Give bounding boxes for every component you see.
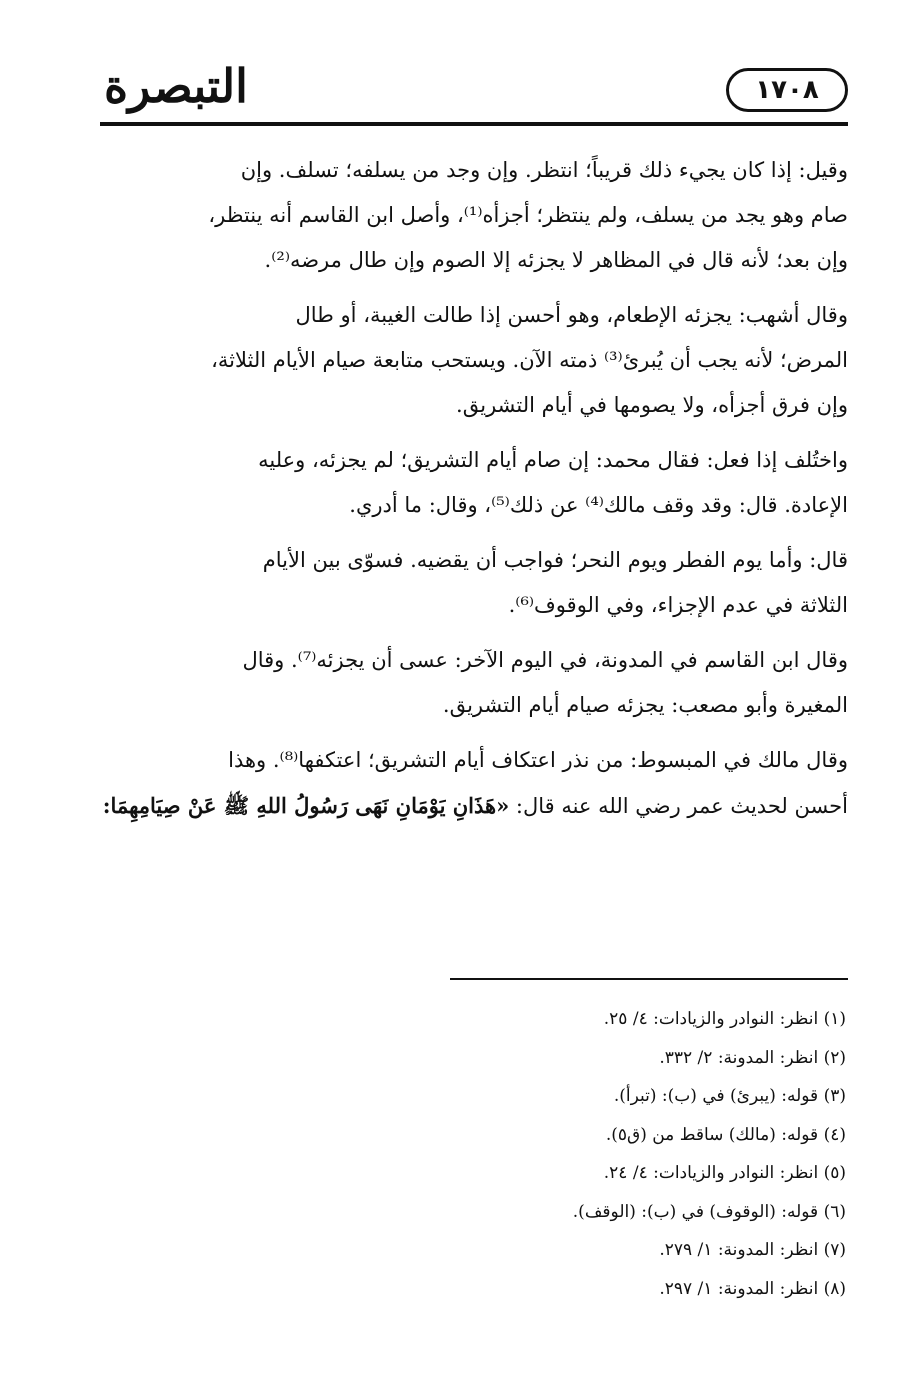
paragraph [100,148,848,283]
text-line: الثلاثة في عدم الإجزاء، وفي الوقوف⁽⁶⁾. [508,593,848,617]
hadith-quote: «هَذَانِ يَوْمَانِ نَهَى رَسُولُ اللهِ ﷺ عَنْ صِيَامِهِمَا: [102,793,510,818]
text-line-with-hadith [100,783,848,829]
text-line: وقال مالك في المبسوط: من نذر اعتكاف أيام التشريق؛ اعتكفها⁽⁸⁾. وهذا [228,748,848,772]
paragraph [100,638,848,728]
text-line: المغيرة وأبو مصعب: يجزئه صيام أيام التشريق. [442,693,848,717]
footnotes [346,1000,846,1308]
footnote-2: (٢) انظر: المدونة: ٢/ ٣٣٢. [659,1047,846,1068]
footnote-6: (٦) قوله: (الوقوف) في (ب): (الوقف). [572,1201,846,1222]
paragraph [100,293,848,428]
paragraph [100,738,848,829]
main-text [100,148,848,839]
text-line: صام وهو يجد من يسلف، ولم ينتظر؛ أجزأه⁽¹⁾، وأصل ابن القاسم أنه ينتظر، [208,203,848,227]
text-line: وقال أشهب: يجزئه الإطعام، وهو أحسن إذا طالت الغيبة، أو طال [295,303,848,327]
text-line: قال: وأما يوم الفطر ويوم النحر؛ فواجب أن يقضيه. فسوّى بين الأيام [262,548,848,572]
text-line: المرض؛ لأنه يجب أن يُبرئ⁽³⁾ ذمته الآن. ويستحب متابعة صيام الأيام الثلاثة، [211,348,848,372]
page-header [100,52,848,132]
footnote-7: (٧) انظر: المدونة: ١/ ٢٧٩. [659,1240,846,1260]
text-line: وإن فرق أجزأه، ولا يصومها في أيام التشريق. [456,393,848,417]
hadith-intro: أحسن لحديث عمر رضي الله عنه قال: [515,794,848,818]
footnote-8: (٨) انظر: المدونة: ١/ ٢٩٧. [659,1278,846,1299]
text-line: وقيل: إذا كان يجيء ذلك قريباً؛ انتظر. وإن وجد من يسلفه؛ تسلف. وإن [240,158,848,182]
text-line: وإن بعد؛ لأنه قال في المظاهر لا يجزئه إلا الصوم وإن طال مرضه⁽²⁾. [264,248,848,272]
paragraph [100,438,848,528]
text-line: الإعادة. قال: وقد وقف مالك⁽⁴⁾ عن ذلك⁽⁵⁾، وقال: ما أدري. [349,493,848,517]
footnote-4: (٤) قوله: (مالك) ساقط من (ق٥). [605,1124,846,1145]
text-line: وقال ابن القاسم في المدونة، في اليوم الآخر: عسى أن يجزئه⁽⁷⁾. وقال [242,648,848,672]
text-line: واختُلف إذا فعل: فقال محمد: إن صام أيام التشريق؛ لم يجزئه، وعليه [258,448,848,472]
footnote-1: (١) انظر: النوادر والزيادات: ٤/ ٢٥. [603,1009,846,1029]
footnote-5: (٥) انظر: النوادر والزيادات: ٤/ ٢٤. [603,1163,846,1183]
page-number: ١٧٠٨ [726,68,848,112]
footnote-separator [450,978,848,980]
paragraph [100,538,848,628]
header-rule [100,122,848,126]
running-title: التبصرة [104,59,248,113]
footnote-3: (٣) قوله: (يبرئ) في (ب): (تبرأ). [613,1086,846,1106]
